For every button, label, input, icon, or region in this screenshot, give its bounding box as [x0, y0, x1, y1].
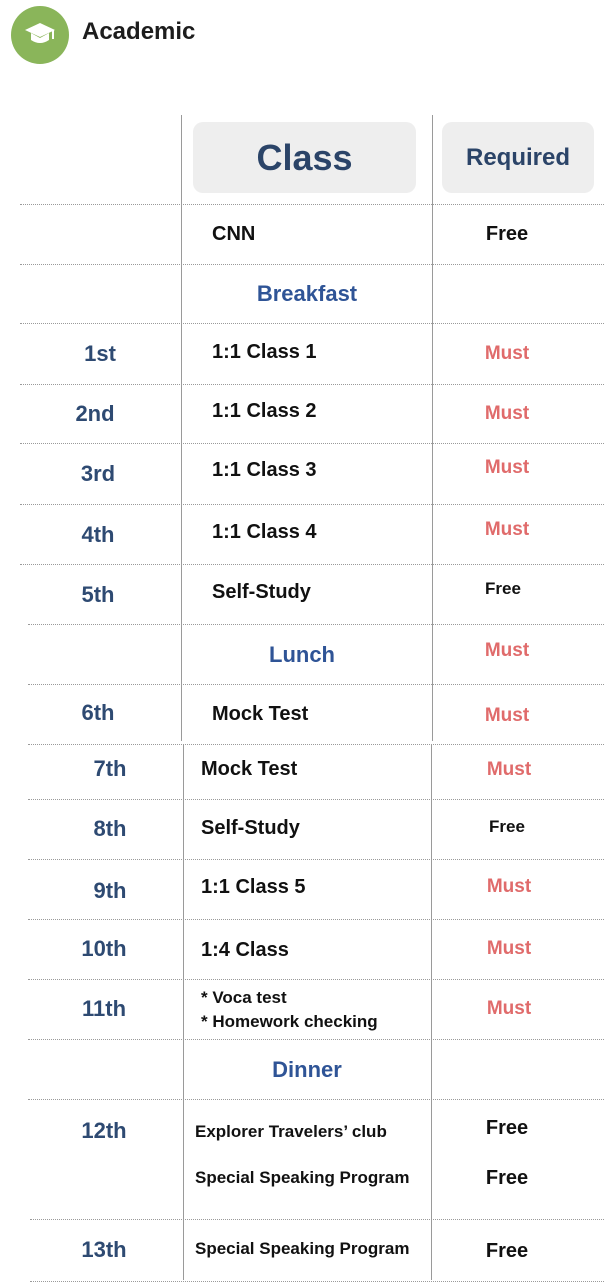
period-cell: 13th	[81, 1237, 127, 1262]
required-cell: Must	[486, 998, 532, 1019]
required-cell: Must	[484, 457, 530, 478]
required-cell: Must	[484, 640, 530, 661]
class-cell: 1:4 Class	[201, 938, 289, 961]
class-column-header: Class	[193, 122, 416, 193]
meal-break-breakfast: Breakfast	[256, 281, 358, 306]
class-cell: 1:1 Class 5	[201, 875, 306, 898]
required-cell: Free	[485, 1166, 529, 1189]
required-cell: Free	[485, 1116, 529, 1139]
class-cell: 1:1 Class 4	[212, 520, 317, 543]
period-cell: 2nd	[75, 401, 115, 426]
row-divider	[30, 1281, 604, 1282]
required-cell: Free	[485, 579, 521, 598]
period-cell: 8th	[93, 816, 127, 841]
required-cell: Must	[484, 403, 530, 424]
class-cell: 1:1 Class 2	[212, 399, 317, 422]
class-cell: Special Speaking Program	[195, 1168, 410, 1187]
period-cell: 7th	[93, 755, 127, 781]
required-cell: Free	[489, 817, 525, 836]
class-cell: 1:1 Class 3	[212, 458, 317, 481]
class-cell-multiline	[201, 985, 378, 1035]
page-title: Academic	[82, 18, 196, 45]
class-cell: Mock Test	[201, 758, 298, 780]
required-cell: Must	[486, 938, 532, 959]
period-cell: 9th	[93, 878, 127, 903]
class-cell: CNN	[212, 222, 256, 245]
required-column-header: Required	[442, 122, 594, 193]
class-cell: 1:1 Class 1	[212, 340, 317, 363]
period-cell: 3rd	[80, 461, 116, 486]
class-cell: Mock Test	[212, 702, 309, 725]
period-cell: 12th	[81, 1118, 127, 1143]
period-cell: 11th	[81, 996, 127, 1021]
period-cell: 1st	[84, 341, 116, 366]
row-divider	[30, 1219, 604, 1220]
column-divider-left-lower	[183, 745, 184, 1280]
required-cell: Must	[486, 758, 532, 780]
period-cell: 4th	[81, 522, 115, 547]
class-cell: Special Speaking Program	[195, 1239, 410, 1258]
required-cell: Must	[484, 343, 530, 364]
class-line: * Homework checking	[201, 1012, 378, 1031]
required-cell: Free	[485, 1239, 529, 1262]
period-cell: 6th	[81, 700, 115, 725]
required-cell: Free	[485, 222, 529, 245]
period-cell: 10th	[81, 936, 127, 961]
required-cell: Must	[484, 519, 530, 540]
class-cell: Explorer Travelers’ club	[195, 1122, 387, 1141]
required-cell: Must	[484, 705, 530, 726]
meal-break-lunch: Lunch	[269, 642, 335, 667]
class-line: * Voca test	[201, 988, 287, 1007]
class-cell: Self-Study	[212, 580, 311, 603]
period-cell: 5th	[81, 582, 115, 607]
meal-break-dinner: Dinner	[272, 1057, 342, 1082]
class-cell: Self-Study	[201, 816, 300, 839]
required-cell: Must	[486, 876, 532, 897]
